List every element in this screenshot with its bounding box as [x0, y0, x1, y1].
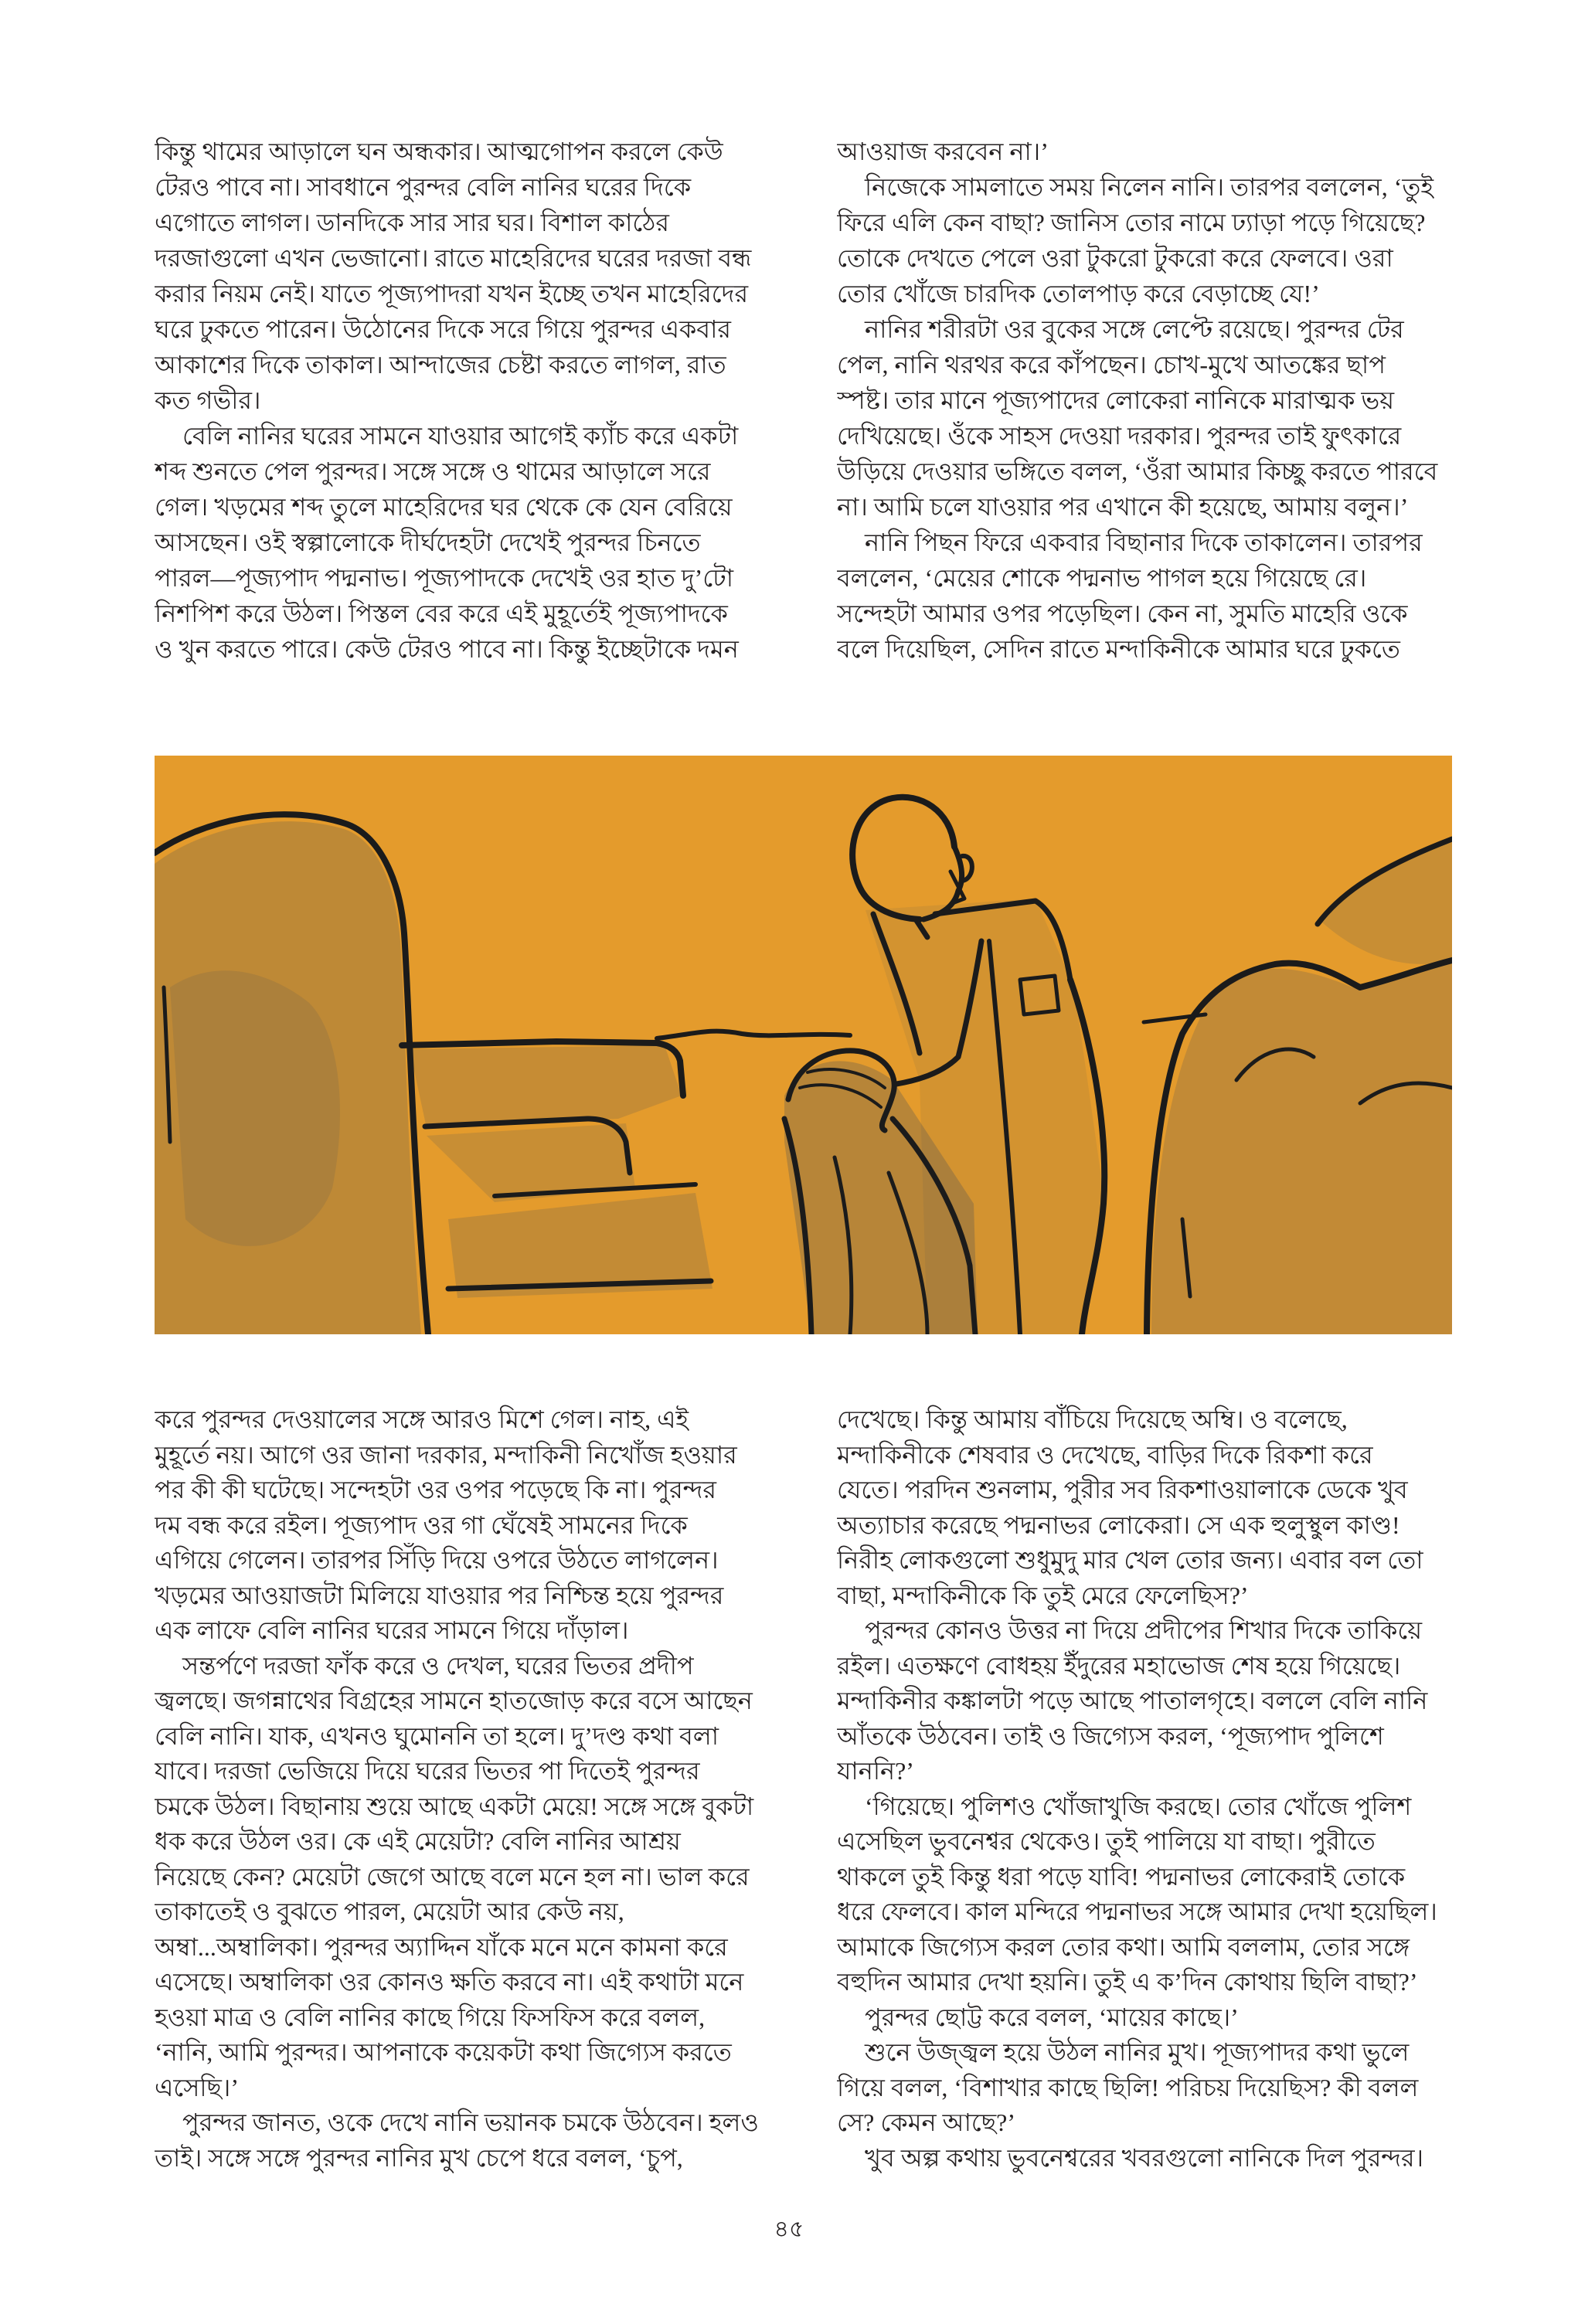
text-line: শব্দ শুনতে পেল পুরন্দর। সঙ্গে সঙ্গে ও থামের আড়ালে সরে [155, 457, 711, 485]
text-line: জ্বলছে। জগন্নাথের বিগ্রহের সামনে হাতজোড় করে বসে আছেন [155, 1687, 753, 1714]
text-line: পেল, নানি থরথর করে কাঁপছেন। চোখ-মুখে আতঙ্কের ছাপ [837, 351, 1386, 379]
text-line: দম বন্ধ করে রইল। পূজ্যপাদ ওর গা ঘেঁষেই সামনের দিকে [155, 1510, 688, 1539]
text-line: নিয়েছে কেন? মেয়েটা জেগে আছে বলে মনে হল না। ভাল করে [155, 1862, 750, 1891]
text-line: পুরন্দর কোনও উত্তর না দিয়ে প্রদীপের শিখার দিকে তাকিয়ে [865, 1616, 1423, 1644]
text-line: পারল—পূজ্যপাদ পদ্মনাভ। পূজ্যপাদকে দেখেই ওর হাত দু’টো [155, 564, 734, 592]
text-line: এগিয়ে গেলেন। তারপর সিঁড়ি দিয়ে ওপরে উঠতে লাগলেন। [155, 1546, 719, 1574]
text-line: আমাকে জিগ্যেস করল তোর কথা। আমি বললাম, তোর সঙ্গে [837, 1932, 1410, 1961]
illustration-drawing [155, 756, 1452, 1334]
text-line: বলে দিয়েছিল, সেদিন রাতে মন্দাকিনীকে আমার ঘরে ঢুকতে [837, 635, 1400, 663]
text-line: খুব অল্প কথায় ভুবনেশ্বরের খবরগুলো নানিকে দিল পুরন্দর। [865, 2143, 1424, 2172]
text-line: ‘নানি, আমি পুরন্দর। আপনাকে কয়েকটা কথা জিগ্যেস করতে [155, 2038, 732, 2066]
text-line: আঁতকে উঠবেন। তাই ও জিগ্যেস করল, ‘পূজ্যপাদ পুলিশে [837, 1721, 1384, 1750]
text-line: ও খুন করতে পারে। কেউ টেরও পাবে না। কিন্তু ইচ্ছেটাকে দমন [155, 635, 739, 663]
column-top-right [837, 134, 1451, 667]
text-line: নিরীহ লোকগুলো শুধুমুদু মার খেল তোর জন্য। এবার বল তো [837, 1546, 1423, 1574]
text-line: হওয়া মাত্র ও বেলি নানির কাছে গিয়ে ফিসফিস করে বলল, [155, 2003, 706, 2031]
text-line: আসছেন। ওই স্বল্পালোকে দীর্ঘদেহটা দেখেই পুরন্দর চিনতে [155, 528, 701, 556]
text-line: সে? কেমন আছে?’ [837, 2108, 1015, 2136]
text-line: যাবে। দরজা ভেজিয়ে দিয়ে ঘরের ভিতর পা দিতেই পুরন্দর [155, 1757, 700, 1785]
column-bottom-left [155, 1402, 769, 2176]
text-line: পুরন্দর ছোট্ট করে বলল, ‘মায়ের কাছে।’ [865, 2003, 1239, 2031]
text-line: নানি পিছন ফিরে একবার বিছানার দিকে তাকালেন। তারপর [865, 528, 1423, 556]
text-line: কিন্তু থামের আড়ালে ঘন অন্ধকার। আত্মগোপন করলে কেউ [155, 138, 723, 165]
text-line: দেখিয়েছে। ওঁকে সাহস দেওয়া দরকার। পুরন্দর তাই ফুৎকারে [837, 422, 1402, 450]
text-line: থাকলে তুই কিন্তু ধরা পড়ে যাবি! পদ্মনাভর লোকেরাই তোকে [837, 1862, 1406, 1891]
text-line: করার নিয়ম নেই। যাতে পূজ্যপাদরা যখন ইচ্ছে তখন মাহেরিদের [155, 280, 749, 307]
text-line: করে পুরন্দর দেওয়ালের সঙ্গে আরও মিশে গেল। নাহ, এই [155, 1405, 689, 1433]
text-line: কত গভীর। [155, 386, 261, 414]
text-line: দেখেছে। কিন্তু আমায় বাঁচিয়ে দিয়েছে অম্বি। ও বলেছে, [837, 1405, 1348, 1433]
text-line: মন্দাকিনীকে শেষবার ও দেখেছে, বাড়ির দিকে রিকশা করে [837, 1440, 1373, 1469]
text-line: শুনে উজ্জ্বল হয়ে উঠল নানির মুখ। পূজ্যপাদর কথা ভুলে [865, 2038, 1410, 2066]
text-line: খড়মের আওয়াজটা মিলিয়ে যাওয়ার পর নিশ্চিন্ত হয়ে পুরন্দর [155, 1581, 724, 1609]
text-line: দরজাগুলো এখন ভেজানো। রাতে মাহেরিদের ঘরের দরজা বন্ধ [155, 244, 752, 272]
text-line: আওয়াজ করবেন না।’ [837, 138, 1049, 165]
text-line: নিশপিশ করে উঠল। পিস্তল বের করে এই মুহূর্তেই পূজ্যপাদকে [155, 600, 728, 627]
text-line: অত্যাচার করেছে পদ্মনাভর লোকেরা। সে এক হুলুস্থুল কাণ্ড! [837, 1510, 1400, 1539]
text-line: বহুদিন আমার দেখা হয়নি। তুই এ ক’দিন কোথায় ছিলি বাছা?’ [837, 1968, 1418, 1996]
text-line: ধক করে উঠল ওর। কে এই মেয়েটা? বেলি নানির আশ্রয় [155, 1827, 681, 1855]
text-line: এসেছি।’ [155, 2073, 239, 2101]
text-line: যেতে। পরদিন শুনলাম, পুরীর সব রিকশাওয়ালাকে ডেকে খুব [837, 1476, 1408, 1503]
text-line: চমকে উঠল। বিছানায় শুয়ে আছে একটা মেয়ে! সঙ্গে সঙ্গে বুকটা [155, 1792, 754, 1820]
text-line: গিয়ে বলল, ‘বিশাখার কাছে ছিলি! পরিচয় দিয়েছিস? কী বলল [837, 2073, 1419, 2101]
text-line: সন্দেহটা আমার ওপর পড়েছিল। কেন না, সুমতি মাহেরি ওকে [837, 600, 1408, 627]
text-line: এসেছিল ভুবনেশ্বর থেকেও। তুই পালিয়ে যা বাছা। পুরীতে [837, 1827, 1376, 1855]
column-bottom-right [837, 1402, 1451, 2176]
text-line: বেলি নানি। যাক, এখনও ঘুমোননি তা হলে। দু’দণ্ড কথা বলা [155, 1721, 719, 1750]
text-line: রইল। এতক্ষণে বোধহয় ইঁদুরের মহাভোজ শেষ হয়ে গিয়েছে। [837, 1651, 1401, 1680]
illustration [155, 756, 1452, 1334]
text-line: মুহূর্তে নয়। আগে ওর জানা দরকার, মন্দাকিনী নিখোঁজ হওয়ার [155, 1440, 737, 1469]
text-line: তাকাতেই ও বুঝতে পারল, মেয়েটা আর কেউ নয়, [155, 1898, 624, 1925]
page-number: ৪৫ [774, 2217, 804, 2242]
text-line: মন্দাকিনীর কঙ্কালটা পড়ে আছে পাতালগৃহে। বললে বেলি নানি [837, 1687, 1428, 1714]
text-line: ফিরে এলি কেন বাছা? জানিস তোর নামে ঢ্যাড়া পড়ে গিয়েছে? [837, 209, 1426, 236]
text-line: স্পষ্ট। তার মানে পূজ্যপাদের লোকেরা নানিকে মারাত্মক ভয় [837, 386, 1395, 414]
text-line: টেরও পাবে না। সাবধানে পুরন্দর বেলি নানির ঘরের দিকে [155, 173, 692, 201]
text-line: ‘গিয়েছে। পুলিশও খোঁজাখুজি করছে। তোর খোঁজে পুলিশ [865, 1792, 1412, 1820]
text-line: সন্তর্পণে দরজা ফাঁক করে ও দেখল, ঘরের ভিতর প্রদীপ [182, 1651, 694, 1680]
column-top-left [155, 134, 769, 667]
text-line: নিজেকে সামলাতে সময় নিলেন নানি। তারপর বললেন, ‘তুই [865, 173, 1434, 201]
text-line: ধরে ফেলবে। কাল মন্দিরে পদ্মনাভর সঙ্গে আমার দেখা হয়েছিল। [837, 1898, 1437, 1925]
text-line: যাননি?’ [837, 1757, 914, 1785]
text-line: উড়িয়ে দেওয়ার ভঙ্গিতে বলল, ‘ওঁরা আমার কিচ্ছু করতে পারবে [837, 457, 1438, 485]
text-line: পর কী কী ঘটেছে। সন্দেহটা ওর ওপর পড়েছে কি না। পুরন্দর [155, 1476, 717, 1503]
text-line: পুরন্দর জানত, ওকে দেখে নানি ভয়ানক চমকে উঠবেন। হলও [182, 2108, 759, 2136]
text-line: এসেছে। অম্বালিকা ওর কোনও ক্ষতি করবে না। এই কথাটা মনে [155, 1968, 744, 1996]
text-line: অম্বা...অম্বালিকা। পুরন্দর অ্যাদ্দিন যাঁকে মনে মনে কামনা করে [155, 1932, 728, 1961]
text-line: তোর খোঁজে চারদিক তোলপাড় করে বেড়াচ্ছে যে!’ [837, 280, 1320, 307]
text-line: এগোতে লাগল। ডানদিকে সার সার ঘর। বিশাল কাঠের [155, 209, 669, 236]
text-line: ঘরে ঢুকতে পারেন। উঠোনের দিকে সরে গিয়ে পুরন্দর একবার [155, 315, 731, 343]
text-line: না। আমি চলে যাওয়ার পর এখানে কী হয়েছে, আমায় বলুন।’ [837, 493, 1409, 521]
text-line: নানির শরীরটা ওর বুকের সঙ্গে লেপ্টে রয়েছে। পুরন্দর টের [865, 315, 1404, 343]
text-line: গেল। খড়মের শব্দ তুলে মাহেরিদের ঘর থেকে কে যেন বেরিয়ে [155, 493, 733, 521]
text-line: তাই। সঙ্গে সঙ্গে পুরন্দর নানির মুখ চেপে ধরে বলল, ‘চুপ, [155, 2143, 683, 2172]
text-line: বাছা, মন্দাকিনীকে কি তুই মেরে ফেলেছিস?’ [837, 1581, 1249, 1609]
text-line: আকাশের দিকে তাকাল। আন্দাজের চেষ্টা করতে লাগল, রাত [155, 351, 726, 379]
text-line: তোকে দেখতে পেলে ওরা টুকরো টুকরো করে ফেলবে। ওরা [837, 244, 1393, 272]
text-line: বললেন, ‘মেয়ের শোকে পদ্মনাভ পাগল হয়ে গিয়েছে রে। [837, 564, 1367, 592]
text-line: বেলি নানির ঘরের সামনে যাওয়ার আগেই ক্যাঁচ করে একটা [182, 422, 739, 450]
text-line: এক লাফে বেলি নানির ঘরের সামনে গিয়ে দাঁড়াল। [155, 1616, 629, 1644]
